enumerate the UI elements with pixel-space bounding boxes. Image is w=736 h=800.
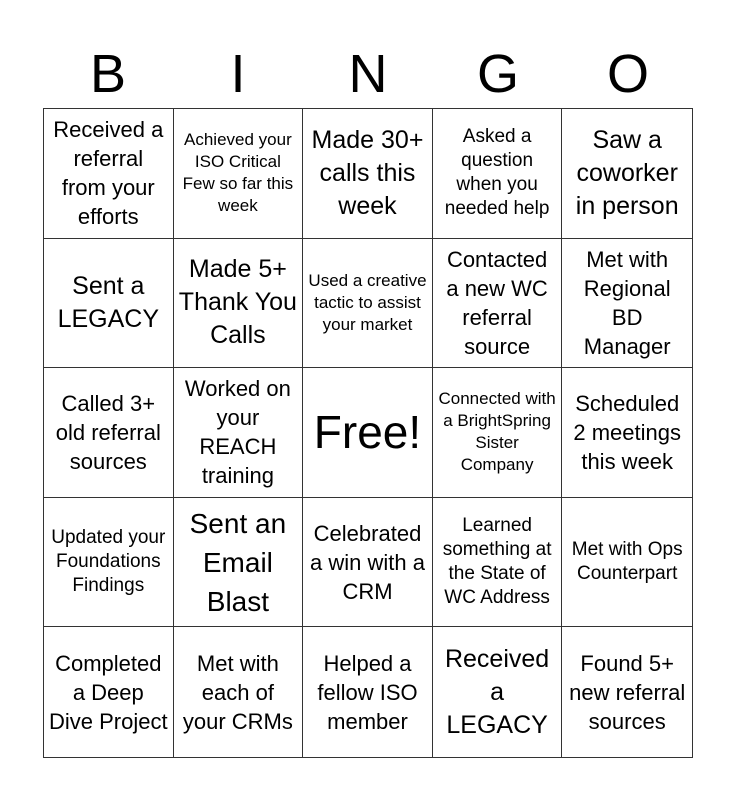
bingo-cell[interactable] bbox=[44, 627, 174, 757]
cell-text: Helped a fellow ISO member bbox=[317, 650, 418, 734]
cell-text: Met with Regional BD Manager bbox=[583, 246, 671, 359]
cell-text: Received a referral from your efforts bbox=[53, 117, 164, 230]
cell-text: Achieved your ISO Critical Few so far this week bbox=[182, 130, 294, 216]
bingo-cell[interactable] bbox=[562, 627, 692, 757]
bingo-cell[interactable] bbox=[562, 498, 692, 628]
bingo-cell[interactable] bbox=[303, 627, 433, 757]
cell-text: Saw a coworker in person bbox=[575, 125, 679, 220]
cell-text: Learned something at the State of WC Address bbox=[442, 515, 552, 609]
cell-text: Connected with a BrightSpring Sister Company bbox=[438, 389, 556, 475]
bingo-cell[interactable] bbox=[303, 498, 433, 628]
cell-text: Worked on your REACH training bbox=[184, 376, 291, 489]
bingo-header bbox=[43, 40, 693, 108]
bingo-cell[interactable] bbox=[303, 109, 433, 239]
cell-text: Found 5+ new referral sources bbox=[569, 650, 686, 734]
bingo-cell[interactable] bbox=[174, 627, 304, 757]
bingo-cell[interactable] bbox=[174, 239, 304, 369]
free-space-cell[interactable] bbox=[303, 368, 433, 498]
bingo-cell[interactable] bbox=[562, 239, 692, 369]
cell-text: Used a creative tactic to assist your market bbox=[308, 270, 427, 334]
cell-text: Celebrated a win with a CRM bbox=[310, 520, 425, 604]
header-letter-o: O bbox=[606, 44, 649, 104]
bingo-cell[interactable] bbox=[303, 239, 433, 369]
bingo-cell[interactable] bbox=[44, 109, 174, 239]
bingo-cell[interactable] bbox=[174, 498, 304, 628]
cell-text: Contacted a new WC referral source bbox=[446, 246, 548, 359]
cell-text: Scheduled 2 meetings this week bbox=[573, 390, 681, 474]
bingo-cell[interactable] bbox=[433, 239, 563, 369]
bingo-cell[interactable] bbox=[433, 498, 563, 628]
cell-text: Sent an Email Blast bbox=[189, 507, 287, 617]
bingo-cell[interactable] bbox=[562, 109, 692, 239]
cell-text: Completed a Deep Dive Project bbox=[49, 650, 168, 734]
bingo-cell[interactable] bbox=[44, 239, 174, 369]
cell-text: Received a LEGACY bbox=[444, 644, 550, 739]
bingo-cell[interactable] bbox=[562, 368, 692, 498]
bingo-cell[interactable] bbox=[174, 109, 304, 239]
free-space-text: Free! bbox=[313, 406, 422, 459]
cell-text: Made 5+ Thank You Calls bbox=[178, 255, 297, 350]
cell-text: Met with Ops Counterpart bbox=[571, 539, 683, 585]
bingo-cell[interactable] bbox=[433, 109, 563, 239]
bingo-card-grid bbox=[43, 108, 693, 758]
cell-text: Updated your Foundations Findings bbox=[51, 527, 166, 597]
header-letter-g: G bbox=[476, 44, 519, 104]
bingo-cell[interactable] bbox=[433, 368, 563, 498]
header-letter-i: I bbox=[230, 44, 246, 104]
header-letter-n: N bbox=[348, 44, 388, 104]
bingo-cell[interactable] bbox=[44, 368, 174, 498]
bingo-cell[interactable] bbox=[44, 498, 174, 628]
cell-text: Called 3+ old referral sources bbox=[55, 390, 161, 474]
cell-text: Made 30+ calls this week bbox=[311, 125, 424, 220]
bingo-cell[interactable] bbox=[433, 627, 563, 757]
cell-text: Met with each of your CRMs bbox=[182, 650, 293, 734]
cell-text: Sent a LEGACY bbox=[57, 271, 160, 333]
bingo-cell[interactable] bbox=[174, 368, 304, 498]
cell-text: Asked a question when you needed help bbox=[444, 126, 550, 220]
header-letter-b: B bbox=[89, 44, 127, 104]
